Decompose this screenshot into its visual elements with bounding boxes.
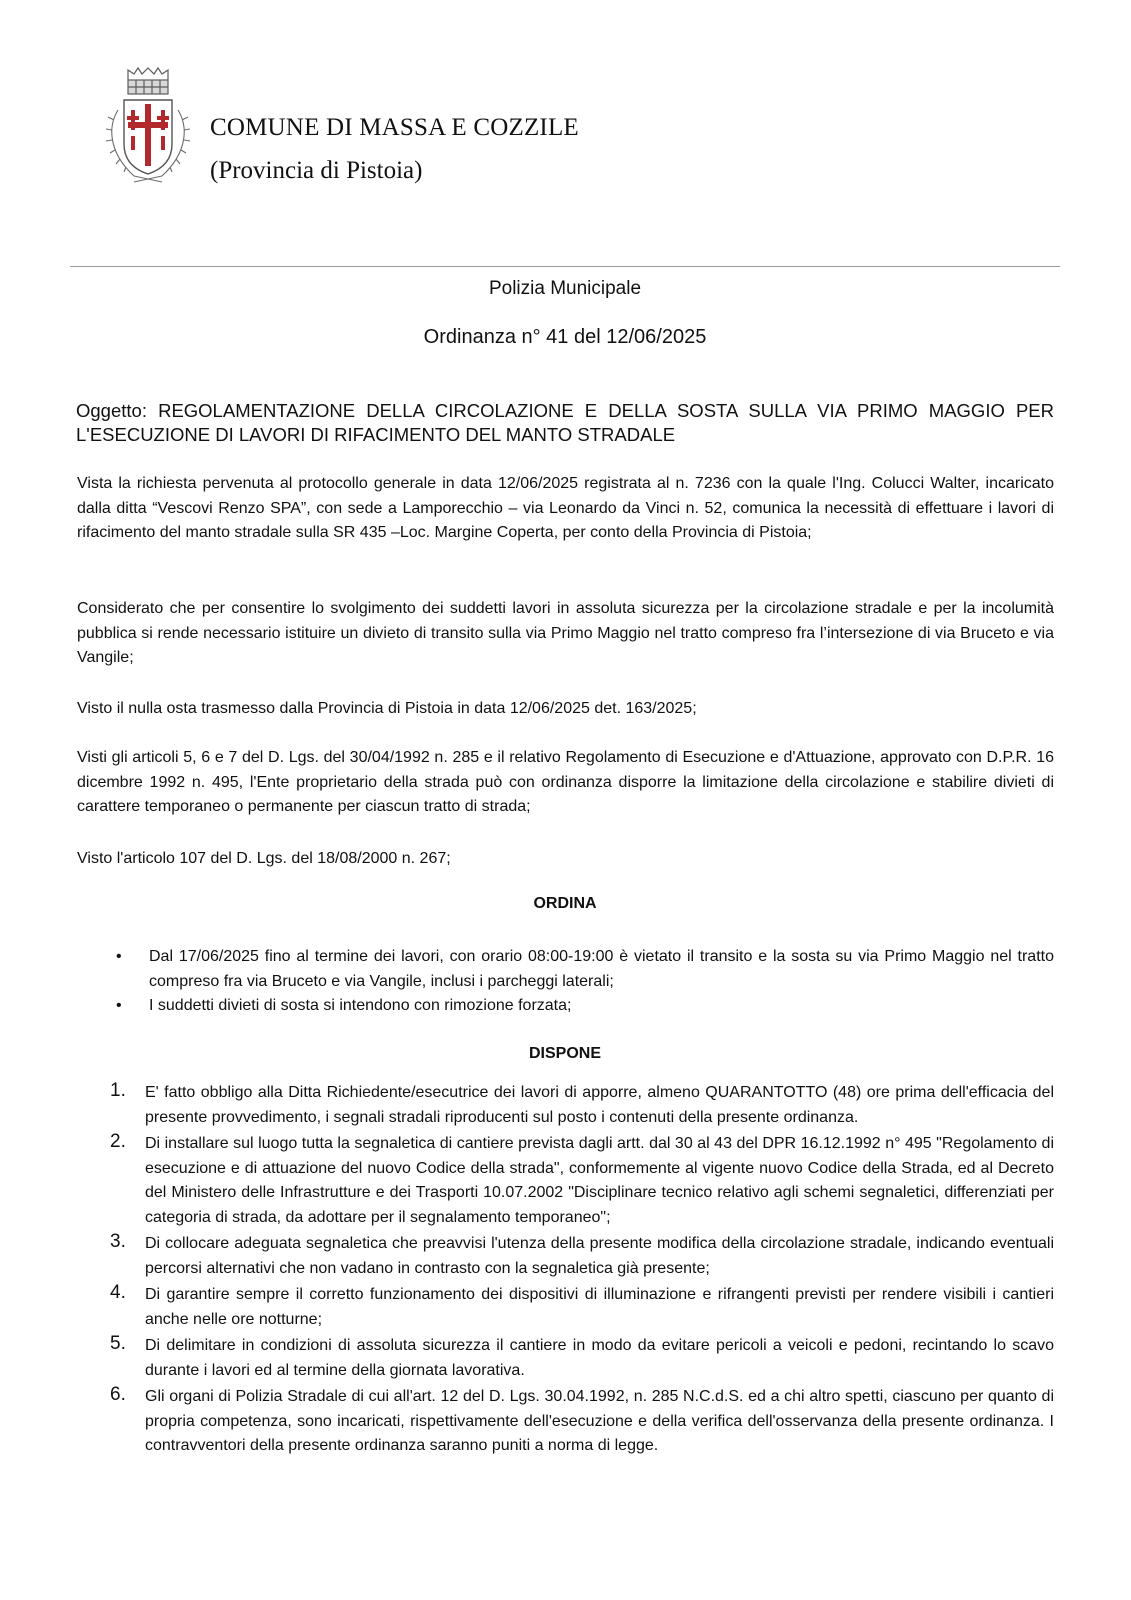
list-item-text: Di installare sul luogo tutta la segnaletica di cantiere prevista dagli artt. dal 30 al 43 del DPR 16.12.1992 n° 495 "Regolamento di esecuzione e di attuazione del nuovo Codice della strada", conformemente al vigente nuovo Codice della Strada, ed al Decreto del Ministero delle Infrastrutture e dei Trasporti 10.07.2002 "Disciplinare tecnico relativo agli schemi segnaletici, differenziati per categoria di strada, da adottare per il segnalamento temporaneo";: [145, 1135, 1054, 1226]
header-divider: [70, 266, 1060, 267]
item-number: 2.: [110, 1131, 126, 1152]
bullet-icon: •: [116, 997, 122, 1014]
item-number: 1.: [110, 1080, 126, 1101]
dispone-heading: DISPONE: [528, 1045, 601, 1062]
list-item: [76, 1385, 1054, 1459]
list-item: [76, 1232, 1054, 1281]
item-number: 3.: [110, 1231, 126, 1252]
ordina-heading: ORDINA: [533, 895, 597, 912]
list-item-text: Di garantire sempre il corretto funzionamento dei dispositivi di illuminazione e rifrangenti previsti per rendere visibili i cantieri anche nelle ore notturne;: [145, 1286, 1054, 1328]
list-item-text: Di collocare adeguata segnaletica che preavvisi l'utenza della presente modifica della circolazione stradale, indicando eventuali percorsi alternativi che non vadano in contrasto con la segnaletica già presente;: [145, 1235, 1054, 1277]
item-number: 6.: [110, 1384, 126, 1405]
list-item-text: I suddetti divieti di sosta si intendono con rimozione forzata;: [149, 997, 572, 1014]
provincia-name: (Provincia di Pistoia): [210, 157, 423, 184]
list-item: [76, 1081, 1054, 1130]
list-item-text: Dal 17/06/2025 fino al termine dei lavori, con orario 08:00-19:00 è vietato il transito e la sosta su via Primo Maggio nel tratto compreso fra via Bruceto e via Vangile, inclusi i parcheggi laterali;: [149, 948, 1054, 990]
ordinance-subject: Oggetto: REGOLAMENTAZIONE DELLA CIRCOLAZIONE E DELLA SOSTA SULLA VIA PRIMO MAGGIO PER L'ESECUZIONE DI LAVORI DI RIFACIMENTO DEL MANTO STRADALE: [76, 400, 1054, 445]
ordinance-number: Ordinanza n° 41 del 12/06/2025: [423, 326, 707, 348]
paragraph-considerato: Considerato che per consentire lo svolgimento dei suddetti lavori in assoluta sicurezza per la circolazione stradale e per la incolumità pubblica si rende necessario istituire un divieto di transito sulla via Primo Maggio nel tratto compreso fra l’intersezione di via Bruceto e via Vangile;: [77, 600, 1054, 666]
list-item-text: Gli organi di Polizia Stradale di cui all'art. 12 del D. Lgs. 30.04.1992, n. 285 N.C.d.S. ed a chi altro spetti, ciascuno per quanto di propria competenza, sono incaricati, rispettivamente dell'esecuzione e della verifica dell'osservanza della presente ordinanza. I contravventori della presente ordinanza saranno puniti a norma di legge.: [145, 1388, 1054, 1454]
office-name: Polizia Municipale: [488, 278, 642, 299]
item-number: 4.: [110, 1282, 126, 1303]
list-item: [76, 1132, 1054, 1230]
dispone-list: [76, 1081, 1054, 1461]
list-item: [76, 945, 1054, 994]
list-item: [76, 1334, 1054, 1383]
item-number: 5.: [110, 1333, 126, 1354]
coat-of-arms-icon: [104, 66, 192, 190]
bullet-icon: •: [116, 948, 122, 965]
ordina-list: [76, 945, 1054, 1019]
comune-name: COMUNE DI MASSA E COZZILE: [210, 114, 579, 141]
paragraph-request: Vista la richiesta pervenuta al protocollo generale in data 12/06/2025 registrata al n. 7236 con la quale l'Ing. Colucci Walter, incaricato dalla ditta “Vescovi Renzo SPA”, con sede a Lamporecchio – via Leonardo da Vinci n. 52, comunica la necessità di effettuare i lavori di rifacimento del manto stradale sulla SR 435 –Loc. Margine Coperta, per conto della Provincia di Pistoia;: [77, 475, 1054, 541]
paragraph-articoli: Visti gli articoli 5, 6 e 7 del D. Lgs. del 30/04/1992 n. 285 e il relativo Regolamento di Esecuzione e d'Attuazione, approvato con D.P.R. 16 dicembre 1992 n. 495, l'Ente proprietario della strada può con ordinanza disporre la limitazione della circolazione e stabilire divieti di carattere temporaneo o permanente per ciascun tratto di strada;: [77, 749, 1054, 815]
list-item: [76, 1283, 1054, 1332]
list-item-text: Di delimitare in condizioni di assoluta sicurezza il cantiere in modo da evitare pericoli a veicoli e pedoni, recintando lo scavo durante i lavori ed al termine della giornata lavorativa.: [145, 1337, 1054, 1379]
list-item-text: E' fatto obbligo alla Ditta Richiedente/esecutrice dei lavori di apporre, almeno QUARANTOTTO (48) ore prima dell'efficacia del presente provvedimento, i segnali stradali riproducenti sul posto i contenuti della presente ordinanza.: [145, 1084, 1054, 1126]
paragraph-nulla-osta: Visto il nulla osta trasmesso dalla Provincia di Pistoia in data 12/06/2025 det. 163/2025;: [77, 700, 697, 717]
paragraph-articolo-107: Visto l'articolo 107 del D. Lgs. del 18/08/2000 n. 267;: [77, 850, 451, 867]
list-item: [76, 994, 1054, 1019]
